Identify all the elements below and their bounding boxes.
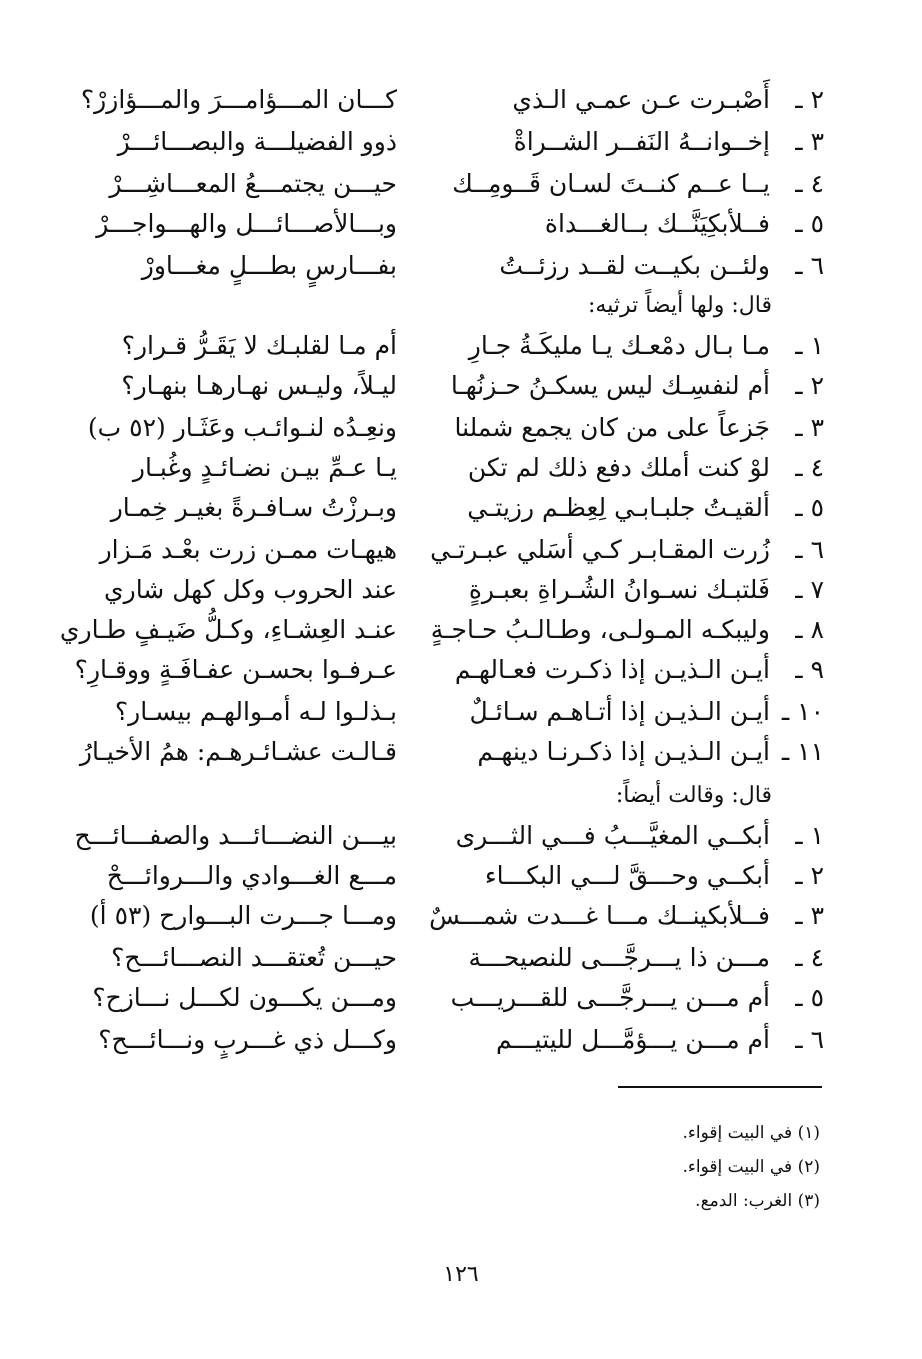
verse-text: فــلأبكِيَنَّــك بــالغـــداة [544,209,770,238]
verse-line [448,980,824,1016]
verse-line [448,328,824,364]
verse-second-half: ومـــا جـــرت البـــوارح (٥٣ أ) [89,901,397,930]
verse-text: مـــن ذا يـــرجَّـــى للنصيحـــة [468,943,770,972]
verse-text: أم مـــن يـــؤمَّـــل لليتيـــم [496,1025,770,1054]
verse-number: ٢ ـ [795,371,824,400]
verse-second-half: بيـــن النضـــائـــد والصفـــائـــح [74,821,397,850]
verse-text: جَزعاً على من كان يجمع شملنا [454,413,770,442]
verse-number: ٢ ـ [795,861,824,890]
verse-second-half: ليـلاً، وليـس نهـارهـا بنهـار؟ [121,371,397,400]
verse-number: ٨ ـ [795,615,824,644]
verse-number: ٤ ـ [795,453,824,482]
verse-number: ٥ ـ [795,209,824,238]
verse-number: ٦ ـ [795,1025,824,1054]
verse-line [448,1022,824,1058]
verse-line [430,612,824,648]
verse-text: يــا عــم كنــتَ لسـان قَــومِــك [452,169,770,198]
verse-line [430,532,824,568]
verse-text: أيـن الـذيـن إذا أتـاهـم سـائـلٌ [469,697,770,726]
verse-number: ٤ ـ [795,943,824,972]
verse-number: ٧ ـ [795,575,824,604]
verse-second-half: وكـــل ذي غـــربٍ ونـــائـــح؟ [98,1025,397,1054]
verse-line [448,124,824,160]
verse-text: أم مـــن يـــرجَّـــى للقـــريـــب [450,983,770,1012]
verse-text: مـا بـال دمْعـك يـا مليكَـةُ جـارِ [468,331,770,360]
verse-text: أَصْبـرت عـن عمـي الـذي [512,85,770,114]
verse-number: ١١ ـ [781,737,824,766]
verse-second-half: كـــان المـــؤامـــرَ والمـــؤازرْ؟ [80,85,397,114]
verse-second-half: حيـــن تُعتقـــد النصـــائـــح؟ [111,943,397,972]
verse-second-half: مـــع الغـــوادي والـــروائـــحْ [106,861,397,890]
verse-text: فَلتبـك نسـوانُ الشُـراةِ بعبـرةٍ [468,575,770,604]
verse-text: فــلأبكينــك مـــا غـــدت شمـــسٌ [429,901,770,930]
verse-number: ٦ ـ [795,535,824,564]
verse-second-half: بـذلـوا لـه أمـوالهـم بيسـار؟ [114,697,397,726]
verse-number: ٩ ـ [795,655,824,684]
verse-number: ٦ ـ [795,251,824,280]
verse-line [448,410,824,446]
verse-line [448,490,824,526]
verse-text: ولئــن بكيــت لقــد رزئــتُ [499,251,770,280]
verse-line [448,940,824,976]
verse-line [448,368,824,404]
verse-text: أيـن الـذيـن إذا ذكـرت فعـالهـم [454,655,770,684]
verse-line [448,652,824,688]
verse-number: ٥ ـ [795,983,824,1012]
verse-second-half: يـا عـمِّ بيـن نضـائـدٍ وغُبـار [132,453,397,482]
page-number: ١٢٦ [443,1262,479,1287]
verse-line [429,898,824,934]
footnote: (٣) الغرب: الدمع. [695,1191,820,1211]
footnote: (١) في البيت إقواء. [682,1123,820,1143]
verse-number: ٣ ـ [795,413,824,442]
verse-text: ألقيـتُ جلبـابـي لِعِظـم رزيتـي [467,493,770,522]
verse-text: أبكــي وحـــقَّ لـــي البكـــاء [484,861,770,890]
verse-text: أبكــي المغيَّـــبُ فـــي الثـــرى [455,821,770,850]
verse-number: ٣ ـ [795,127,824,156]
verse-second-half: أم مـا لقلبـك لا يَقَـرُّ قـرار؟ [121,331,397,360]
verse-number: ٥ ـ [795,493,824,522]
verse-second-half: قـالـت عشـائـرهـم: همُ الأخيـارُ [79,737,397,766]
section-heading: قال: ولها أيضاً ترثيه: [587,293,772,318]
verse-line [448,572,824,608]
verse-number: ١ ـ [795,331,824,360]
footnote: (٢) في البيت إقواء. [682,1157,820,1177]
verse-second-half: وبـــالأصـــائـــل والهـــواجـــرْ [96,209,397,238]
verse-second-half: عـرفـوا بحسـن عفـافَـةٍ ووقـارِ؟ [74,655,397,684]
verse-number: ١٠ ـ [781,697,824,726]
verse-second-half: عنـد العِشـاءِ، وكـلُّ ضَيـفٍ طـاري [59,615,397,644]
verse-text: وليبكـه المـولـى، وطـالـبُ حـاجـةٍ [430,615,770,644]
verse-second-half: بفـــارسٍ بطـــلٍ مغـــاورْ [141,251,397,280]
verse-second-half: عند الحروب وكل كهل شاري [104,575,397,604]
verse-text: أم لنفسِـك ليس يسكـنُ حـزنُهـا [450,371,770,400]
verse-text: لوْ كنت أملك دفع ذلك لم تكن [467,453,770,482]
verse-text: زُرت المقـابـر كـي أسَلي عبـرتـي [430,535,770,564]
verse-text: إخــوانــهُ النَفــر الشــراةْ [513,127,770,156]
verse-line [448,450,824,486]
verse-number: ٢ ـ [795,85,824,114]
verse-line [448,82,824,118]
verse-line [448,734,824,770]
verse-line [448,206,824,242]
verse-second-half: هيهـات ممـن زرت بعْـد مَـزار [99,535,397,564]
footnote-rule [618,1086,822,1088]
section-heading: قال: وقالت أيضاً: [615,783,772,808]
verse-number: ١ ـ [795,821,824,850]
verse-line [448,694,824,730]
verse-line [448,818,824,854]
verse-second-half: ذوو الفضيلـــة والبصـــائـــرْ [117,127,397,156]
verse-text: أيـن الـذيـن إذا ذكـرنـا دينهـم [477,737,770,766]
verse-second-half: حيـــن يجتمـــعُ المعـــاشِـــرْ [109,169,397,198]
verse-line [448,858,824,894]
verse-line [448,166,824,202]
verse-second-half: وبـرزْتُ سـافـرةً بغيـر خِمـار [110,493,397,522]
verse-line [448,248,824,284]
verse-second-half: ومـــن يكـــون لكـــل نـــازح؟ [92,983,397,1012]
verse-number: ٤ ـ [795,169,824,198]
verse-second-half: ونعِـدُه لنـوائـب وعَثَـار (٥٢ ب) [87,413,397,442]
verse-number: ٣ ـ [795,901,824,930]
